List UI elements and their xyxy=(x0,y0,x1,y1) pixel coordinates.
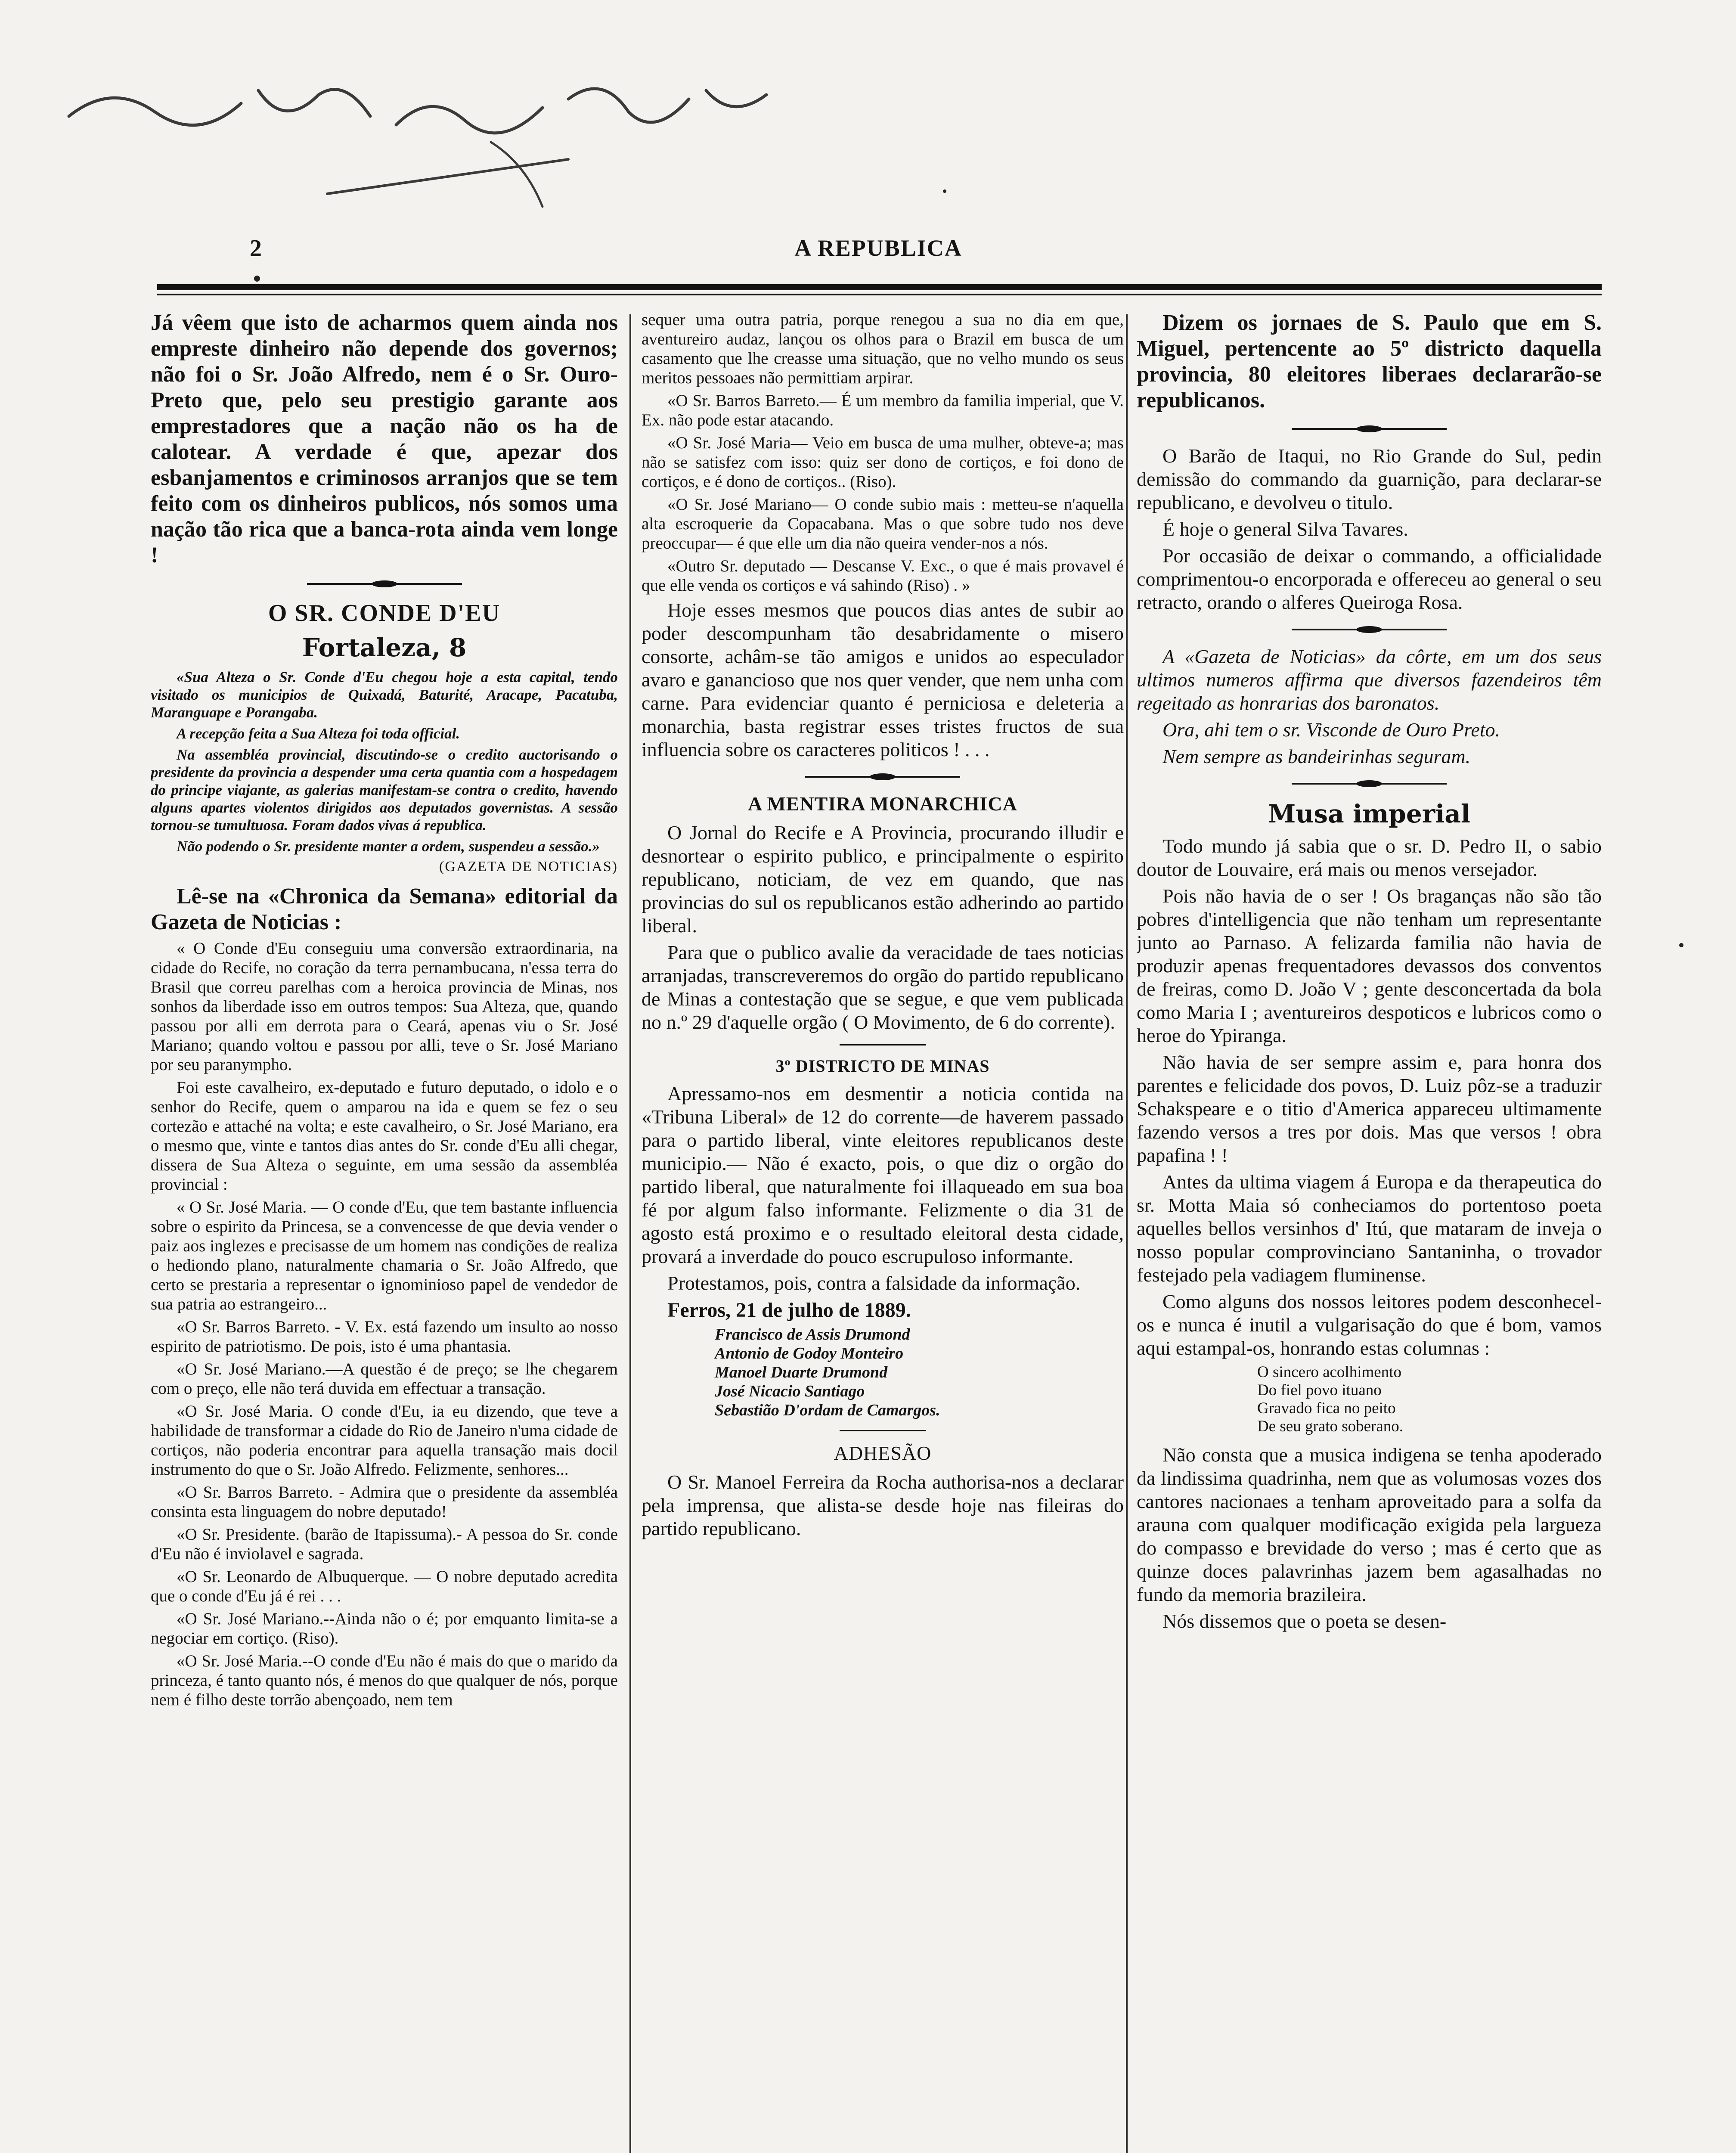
chronica-paragraph: «O Sr. José Mariano.—A questão é de preço; se lhe chegarem com o preço, elle não terá duvida em effectuar a transação. xyxy=(151,1360,618,1398)
chronica-paragraph: Foi este cavalheiro, ex-deputado e futuro deputado, o idolo e o senhor do Recife, quem o amparou na ida e quem se fez o seu cortezão e attaché na volta; e este cavalheiro, o Sr. José Mariano, era o mesmo que, vinte e tantos dias antes do Sr. conde d'Eu alli chegar, dissera de Sua Alteza o seguinte, em uma sessão da assembléa provincial : xyxy=(151,1078,618,1194)
chronica-paragraph: «O Sr. Barros Barreto. - V. Ex. está fazendo um insulto ao nosso espirito de patriotismo. De pois, isto é uma phantasia. xyxy=(151,1318,618,1356)
chronica-paragraph: «O Sr. José Maria.--O conde d'Eu não é mais do que o marido da princeza, é tanto quanto nós, é menos do que qualquer de nós, porque nem é filho deste torrão abençoado, nem tem xyxy=(151,1652,618,1709)
news-paragraph: Nem sempre as bandeirinhas seguram. xyxy=(1162,745,1471,767)
musa-paragraph: Pois não havia de o ser ! Os braganças não são tão pobres d'intelligencia que não tenham um representante junto ao Parnaso. A felizarda familia não havia de produzir apenas frequentadores devassos dos conventos de freiras, como D. João V ; gente desconcertada da bola como Maria I ; aventureiros despoticos e lubricos como o heroe do Ypiranga. xyxy=(1137,885,1602,1046)
chronica-paragraph: « O Sr. José Maria. — O conde d'Eu, que tem bastante influencia sobre o espirito da Princesa, se a convencesse de que devia vender o paiz aos inglezes e precisasse de um homem nas condições de realiza o hediondo plano, naturalmente chamaria o Sr. João Alfredo, que certo se prestaria a representar o ignominioso papel de vendedor de sua patria ao estrangeiro... xyxy=(151,1198,618,1313)
continued-commentary: Hoje esses mesmos que poucos dias antes de subir ao poder descompunham tão desabridamente o misero consorte, achâm-se tão amigos e unidos ao especulador avaro e ganancioso que nos quer vender, que nem unha com carne. Para evidenciar quanto é perniciosa e deleteria a monarchia, basta registrar esses tristes fructos de sua influencia sobre os caracteres politicos ! . . . xyxy=(642,599,1124,760)
signature: Manoel Duarte Drumond xyxy=(715,1363,888,1381)
section-title-adhesao: ADHESÃO xyxy=(834,1442,932,1464)
musa-paragraph: Não consta que a musica indigena se tenha apoderado da lindissima quadrinha, nem que as volumosas vozes dos cantores nacionaes a tenham aproveitado para a solfa da arauna com qualquer modificação exigida pela largueza do compasso e brevidade do verso ; mas é certo que as quinze doces palavrinhas jazem bem agasalhadas no fundo da memoria brazileira. xyxy=(1137,1444,1602,1605)
telegram-paragraph: Na assembléa provincial, discutindo-se o credito auctorisando o presidente da provincia a despender uma certa quantia com a hospedagem do principe viajante, as galerias manifestam-se contra o credito, havendo alguns apartes violentos dirigidos aos deputados governistas. A sessão tornou-se tumultuosa. Foram dados vivas á republica. xyxy=(151,746,618,834)
mentira-paragraph: Para que o publico avalie da veracidade de taes noticias arranjadas, transcreveremos do orgão do partido republicano de Minas a contestação que se segue, e que vem publicada no n.º 29 d'aquelle orgão ( O Movimento, de 6 do corrente). xyxy=(642,941,1124,1033)
continued-paragraph: sequer uma outra patria, porque renegou a sua no dia em que, aventureiro audaz, lançou os olhos para o Brazil em busca de um casamento que lhe creasse uma situação, que no velho mundo os seus meritos pessoaes não permittiam arpirar. xyxy=(642,310,1124,387)
telegram-paragraph: «Sua Alteza o Sr. Conde d'Eu chegou hoje a esta capital, tendo visitado os municipios de Quixadá, Baturité, Aracape, Pacatuba, Maranguape e Porangaba. xyxy=(151,669,618,721)
header-rule-thin xyxy=(157,294,1602,295)
signature: Antonio de Godoy Monteiro xyxy=(715,1344,904,1362)
place-date: Ferros, 21 de julho de 1889. xyxy=(667,1299,911,1322)
chronica-paragraph: «O Sr. Leonardo de Albuquerque. — O nobre deputado acredita que o conde d'Eu já é rei . . . xyxy=(151,1567,618,1605)
column-1 xyxy=(151,310,618,2153)
news-paragraph: O Barão de Itaqui, no Rio Grande do Sul, pedin demissão do commando da guarnição, para declarar-se republicano, e devolveu o titulo. xyxy=(1137,445,1602,513)
continued-paragraph: «O Sr. Barros Barreto.— É um membro da familia imperial, que V. Ex. não pode estar atacando. xyxy=(642,391,1124,429)
chronica-paragraph: «O Sr. Barros Barreto. - Admira que o presidente da assembléa consinta esta linguagem do nobre deputado! xyxy=(151,1483,618,1521)
musa-paragraph: Antes da ultima viagem á Europa e da therapeutica do sr. Motta Maia só conheciamos do portentoso poeta aquelles bellos versinhos d' Itú, que mataram de inveja o nosso popular comprovinciano Santaninha, o trovador festejado pela vadiagem fluminense. xyxy=(1137,1171,1602,1286)
continued-paragraph: «Outro Sr. deputado — Descanse V. Exc., o que é mais provavel é que elle venda os cortiços e vá sahindo (Riso) . » xyxy=(642,557,1124,595)
distrito-paragraph: Protestamos, pois, contra a falsidade da informação. xyxy=(667,1272,1081,1294)
verse-line: De seu grato soberano. xyxy=(1257,1418,1404,1435)
page-number: 2 xyxy=(250,235,262,262)
header-rule-thick xyxy=(157,284,1602,290)
adhesao-paragraph: O Sr. Manoel Ferreira da Rocha authorisa-nos a declarar pela imprensa, que alista-se desde hoje nas fileiras do partido republicano. xyxy=(642,1471,1124,1539)
news-paragraph: É hoje o general Silva Tavares. xyxy=(1162,518,1408,540)
telegram-paragraph: A recepção feita a Sua Alteza foi toda official. xyxy=(177,725,460,742)
telegram-paragraph: Não podendo o Sr. presidente manter a ordem, suspendeu a sessão.» xyxy=(177,838,600,855)
section-divider xyxy=(1292,428,1447,430)
ink-speck xyxy=(254,276,260,282)
chronica-paragraph: «O Sr. Presidente. (barão de Itapissuma).- A pessoa do Sr. conde d'Eu não é inviolavel e sagrada. xyxy=(151,1525,618,1563)
chronica-paragraph: «O Sr. José Mariano.--Ainda não o é; por emquanto limita-se a negociar em cortiço. (Riso). xyxy=(151,1610,618,1647)
masthead: A REPUBLICA xyxy=(794,235,962,261)
news-paragraph: Ora, ahi tem o sr. Visconde de Ouro Preto. xyxy=(1162,719,1500,741)
mentira-paragraph: O Jornal do Recife e A Provincia, procurando illudir e desnortear o espirito publico, e principalmente o espirito republicano, noticiam, de vez em quando, que nas provincias do sul os republicanos estão adherindo ao partido liberal. xyxy=(642,822,1124,937)
column-2 xyxy=(642,310,1124,2153)
musa-paragraph: Todo mundo já sabia que o sr. D. Pedro II, o sabio doutor de Louvaire, erá mais ou menos versejador. xyxy=(1137,835,1602,880)
section-divider xyxy=(805,776,960,778)
ink-speck xyxy=(943,189,946,193)
column-divider-2 xyxy=(1126,314,1128,2153)
source-credit: (GAZETA DE NOTICIAS) xyxy=(439,859,618,875)
column-divider-1 xyxy=(629,314,631,2153)
section-title-conde: O SR. CONDE D'EU xyxy=(268,600,501,627)
intro-paragraph: Já vêem que isto de acharmos quem ainda nos empreste dinheiro não depende dos governos; não foi o Sr. João Alfredo, nem é o Sr. Ouro-Preto que, pelo seu prestigio garante aos emprestadores que a nação não os ha de calotear. A verdade é que, apezar dos esbanjamentos e criminosos arranjos que se tem feito com os dinheiros publicos, nós somos uma nação tão rica que a banca-rota ainda vem longe ! xyxy=(151,310,618,568)
short-divider xyxy=(840,1430,926,1431)
signature: Sebastião D'ordam de Camargos. xyxy=(715,1401,940,1419)
signature: José Nicacio Santiago xyxy=(715,1382,865,1400)
continued-paragraph: «O Sr. José Mariano— O conde subio mais : metteu-se n'aquella alta escroquerie da Copacabana. Mas o que sobre tudo nos deve preoccupar— é que elle um dia não queira vender-nos a nós. xyxy=(642,495,1124,552)
dateline: Fortaleza, 8 xyxy=(302,633,467,662)
page-header xyxy=(155,235,1602,269)
musa-paragraph: Como alguns dos nossos leitores podem desconhecel-os e nunca é inutil a vulgarisação do que é bom, vamos aqui estampal-os, honrando estas columnas : xyxy=(1137,1291,1602,1359)
news-paragraph: Dizem os jornaes de S. Paulo que em S. Miguel, pertencente ao 5º districto daquella provincia, 80 eleitores liberaes declararão-se republicanos. xyxy=(1137,310,1602,413)
news-paragraph: Por occasião de deixar o commando, a officialidade comprimentou-o encorporada e offereceu ao general o seu retracto, orando o alferes Queiroga Rosa. xyxy=(1137,545,1602,613)
section-title-mentira: A MENTIRA MONARCHICA xyxy=(748,793,1017,815)
chronica-paragraph: « O Conde d'Eu conseguiu uma conversão extraordinaria, na cidade do Recife, no coração da terra pernambucana, n'essa terra do Brasil que correu parelhas com a heroica provincia de Minas, nos sonhos da liberdade isso em outros tempos: Sua Alteza, que, quando passou por alli em derrota para o Ceará, apenas viu o Sr. José Mariano; quando voltou e passou por alli, teve o Sr. José Mariano por seu paranympho. xyxy=(151,939,618,1074)
section-divider xyxy=(1292,629,1447,630)
section-title-musa: Musa imperial xyxy=(1268,799,1470,828)
musa-paragraph: Não havia de ser sempre assim e, para honra dos parentes e felicidade dos povos, D. Luiz pôz-se a traduzir Schakspeare e o titio d'America appareceu ultimamente fazendo versos a tres por dois. Mas que versos ! obra papafina ! ! xyxy=(1137,1051,1602,1166)
signature: Francisco de Assis Drumond xyxy=(715,1325,910,1343)
section-divider xyxy=(307,583,462,585)
ink-speck xyxy=(1679,943,1683,947)
short-divider xyxy=(840,1044,926,1045)
continued-paragraph: «O Sr. José Maria— Veio em busca de uma mulher, obteve-a; mas não se satisfez com isso: quiz ser dono de cortiços, e foi dono de cortiços, e é dono de cortiços.. (Riso). xyxy=(642,434,1124,491)
handwritten-annotation xyxy=(60,65,792,220)
column-3 xyxy=(1137,310,1602,2153)
chronica-paragraph: «O Sr. José Maria. O conde d'Eu, ia eu dizendo, que teve a habilidade de transformar a cidade do Rio de Janeiro n'uma cidade de cortiços, não poderia encontrar para aquella transação mais docil instrumento do que o Sr. João Alfredo. Felizmente, senhores... xyxy=(151,1402,618,1479)
verse-line: Do fiel povo ituano xyxy=(1257,1381,1382,1399)
musa-paragraph: Nós dissemos que o poeta se desen- xyxy=(1162,1610,1447,1632)
section-divider xyxy=(1292,783,1447,785)
news-paragraph: A «Gazeta de Noticias» da côrte, em um dos seus ultimos numeros affirma que diversos fazendeiros têm regeitado as honrarias dos baronatos. xyxy=(1137,645,1602,714)
chronica-intro: Lê-se na «Chronica da Semana» editorial da Gazeta de Noticias : xyxy=(151,884,618,934)
verse-line: O sincero acolhimento xyxy=(1257,1363,1401,1381)
verse-line: Gravado fica no peito xyxy=(1257,1399,1396,1417)
section-title-distrito: 3º DISTRICTO DE MINAS xyxy=(775,1056,990,1076)
distrito-paragraph: Apressamo-nos em desmentir a noticia contida na «Tribuna Liberal» de 12 do corrente—de haverem passado para o partido liberal, vinte eleitores republicanos deste municipio.— Não é exacto, pois, o que diz o orgão do partido liberal, que naturalmente foi illaqueado em sua boa fé por algum falso informante. Felizmente o dia 31 de agosto está proximo e o resultado eleitoral desta cidade, provará a inverdade do pouco escrupuloso informante. xyxy=(642,1083,1124,1267)
